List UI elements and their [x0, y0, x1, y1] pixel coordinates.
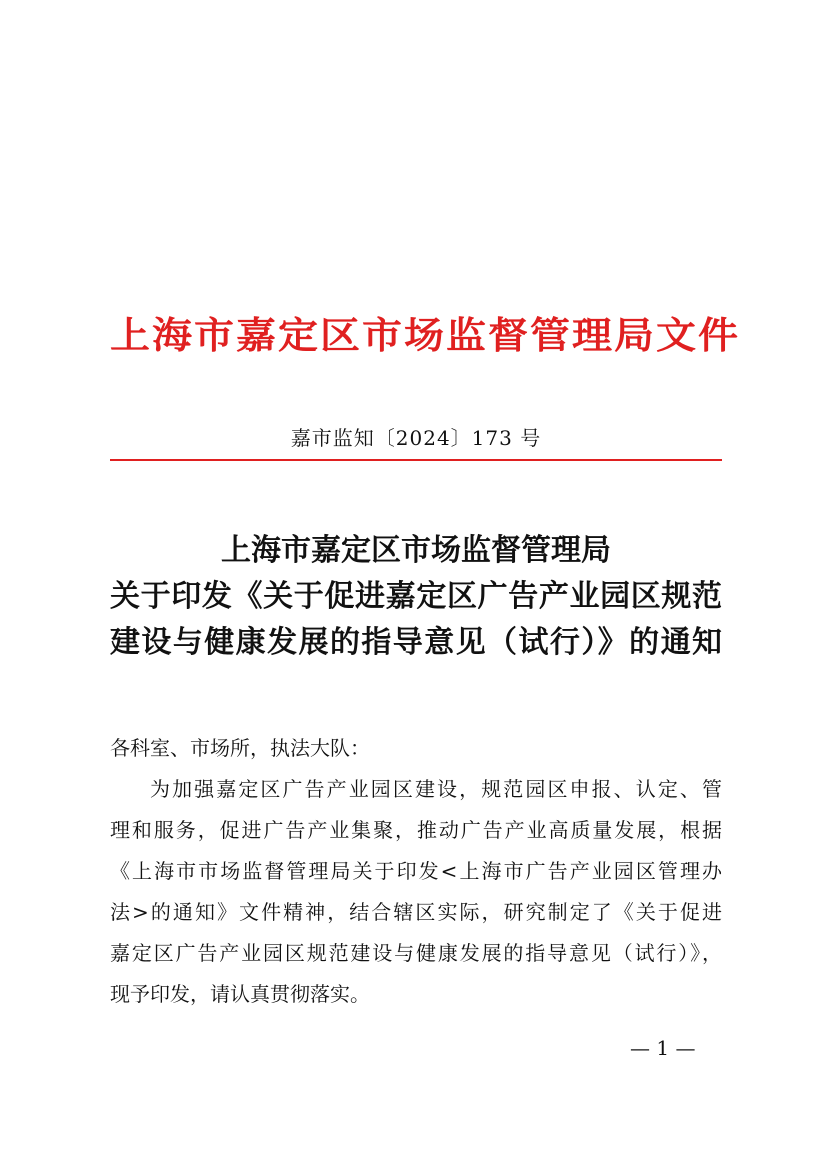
- red-divider-line: [110, 459, 722, 461]
- title-line-2: 关于印发《关于促进嘉定区广告产业园区规范: [110, 579, 722, 614]
- title-line-1: 上海市嘉定区市场监督管理局: [221, 533, 611, 568]
- salutation: 各科室、市场所，执法大队：: [110, 736, 370, 760]
- document-title: [110, 528, 722, 666]
- title-line-3: 建设与健康发展的指导意见（试行）》的通知: [110, 625, 722, 660]
- issuer-heading: 上海市嘉定区市场监督管理局文件: [110, 313, 740, 358]
- page-number: — 1 —: [630, 1036, 696, 1060]
- paragraph-line: 嘉定区广告产业园区规范建设与健康发展的指导意见（试行）》，: [110, 941, 722, 965]
- paragraph-line: 法>的通知》文件精神，结合辖区实际，研究制定了《关于促进: [110, 900, 722, 924]
- body-paragraph: [110, 769, 722, 1015]
- paragraph-line: 为加强嘉定区广告产业园区建设，规范园区申报、认定、管: [150, 777, 722, 801]
- paragraph-line: 现予印发，请认真贯彻落实。: [110, 982, 370, 1006]
- document-body: [110, 728, 722, 1015]
- paragraph-line: 理和服务，促进广告产业集聚，推动广告产业高质量发展，根据: [110, 818, 722, 842]
- document-number: 嘉市监知〔2024〕173 号: [290, 426, 542, 450]
- paragraph-line: 《上海市市场监督管理局关于印发<上海市广告产业园区管理办: [110, 859, 722, 883]
